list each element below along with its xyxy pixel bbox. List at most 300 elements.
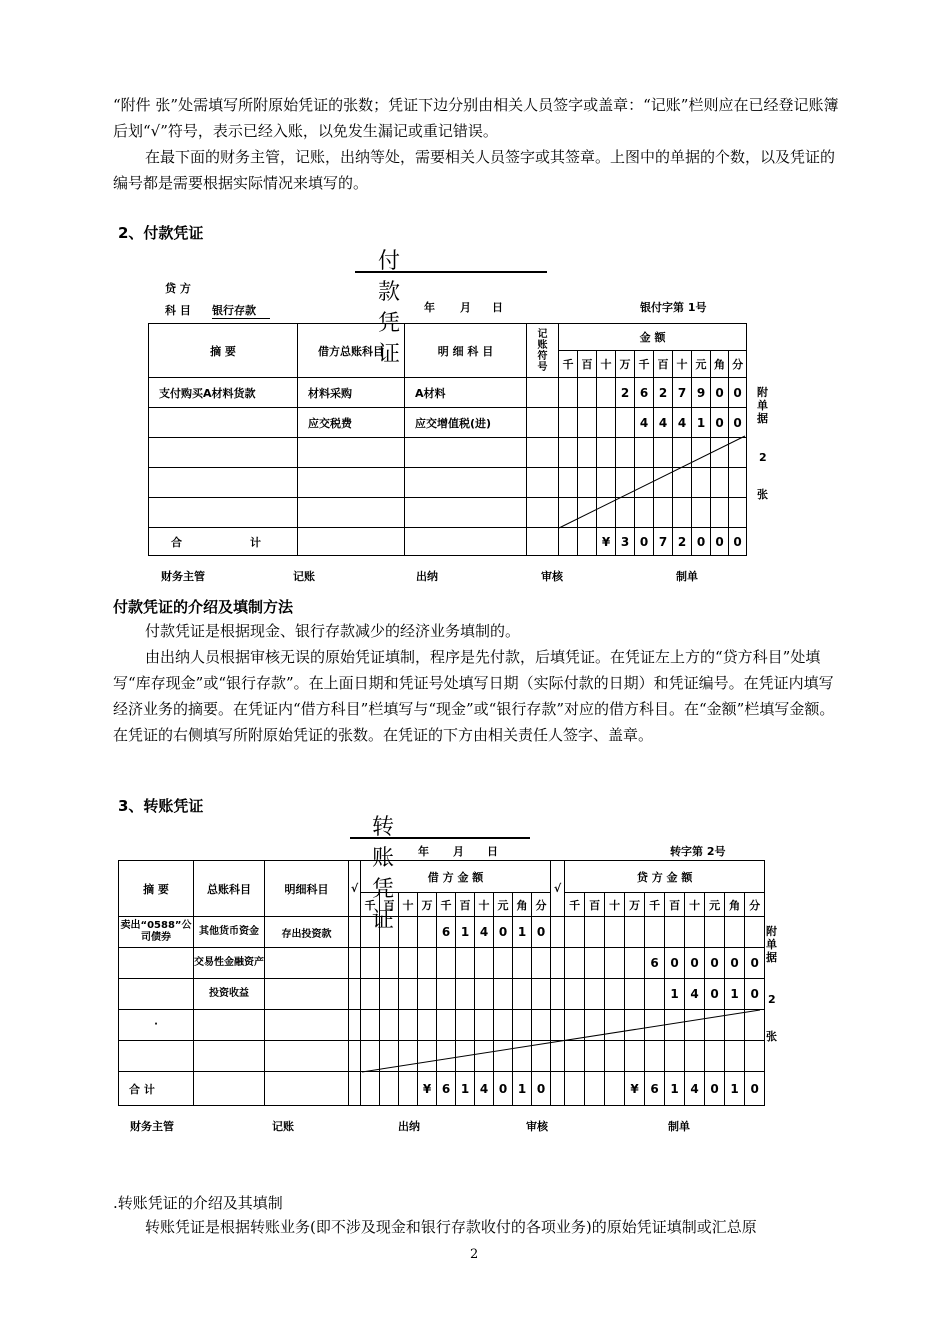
row-debit-digit <box>361 917 380 948</box>
row-check-debit <box>349 1041 361 1072</box>
row-debit-digit <box>475 1010 494 1041</box>
digit-header: 分 <box>729 351 747 378</box>
row-credit-digit <box>645 979 665 1010</box>
row-debit-digit <box>532 948 551 979</box>
row-digit <box>711 498 729 528</box>
row-debit-digit <box>437 948 456 979</box>
row-debit-digit <box>361 1010 380 1041</box>
row-digit <box>729 468 747 498</box>
row-check-credit <box>551 948 565 979</box>
row-summary <box>149 438 298 468</box>
t-footer-bookkeeper: 记账 <box>272 1120 294 1133</box>
day-label: 日 <box>492 301 503 314</box>
t-attach-label: 附单据 <box>766 925 777 964</box>
total-credit-digit: 1 <box>665 1072 685 1106</box>
row-digit <box>559 468 578 498</box>
row-debit-digit <box>532 1041 551 1072</box>
row-credit-digit <box>565 1010 585 1041</box>
row-credit-digit <box>605 1041 625 1072</box>
row-credit-digit <box>565 948 585 979</box>
row-debit-digit <box>475 1041 494 1072</box>
total-detail <box>405 528 527 556</box>
t-attach-count: 2 <box>768 993 776 1006</box>
row-summary <box>119 979 194 1010</box>
row-credit-digit <box>665 917 685 948</box>
row-detail <box>405 438 527 468</box>
total-detail <box>265 1072 349 1106</box>
row-debit-digit <box>399 1010 418 1041</box>
row-credit-digit <box>725 1010 745 1041</box>
row-digit <box>559 378 578 408</box>
row-credit-digit <box>585 1041 605 1072</box>
row-credit-digit <box>705 1041 725 1072</box>
footer-preparer: 制单 <box>676 570 698 583</box>
row-debit-digit: 1 <box>513 917 532 948</box>
digit-header: 十 <box>597 351 616 378</box>
payment-paragraph-2: 由出纳人员根据审核无误的原始凭证填制，程序是先付款，后填凭证。在凭证左上方的“贷方科目”处填写“库存现金”或“银行存款”。在上面日期和凭证号处填写日期（实际付款的日期）和凭证编号。在凭证内填写经济业务的摘要。在凭证内“借方科目”栏填写与“现金”或“银行存款”对应的借方科目。在“金额”栏填写金额。在凭证的右侧填写所附原始凭证的张数。在凭证的下方由相关责任人签字、盖章。 <box>113 648 835 744</box>
row-credit-digit: 1 <box>665 979 685 1010</box>
row-credit-digit <box>565 917 585 948</box>
total-debit-digit: 4 <box>475 1072 494 1106</box>
payment-voucher-table <box>148 323 747 556</box>
row-debit-digit <box>456 1010 475 1041</box>
row-digit: 0 <box>729 408 747 438</box>
row-debit-digit <box>513 1010 532 1041</box>
total-row <box>119 1072 765 1106</box>
row-debit-digit <box>418 948 437 979</box>
credit-digit-header: 百 <box>665 893 685 917</box>
row-digit: 0 <box>711 378 729 408</box>
row-digit <box>559 408 578 438</box>
row-digit <box>729 498 747 528</box>
t-footer-cashier: 出纳 <box>398 1120 420 1133</box>
t-col-check-debit: √ <box>349 861 361 917</box>
row-credit-digit <box>645 917 665 948</box>
total-label-2: 计 <box>250 535 261 549</box>
total-check-credit <box>551 1072 565 1106</box>
intro-text <box>113 92 839 196</box>
t-year-label: 年 <box>418 845 429 858</box>
payment-paragraph-1: 付款凭证是根据现金、银行存款减少的经济业务填制的。 <box>145 622 521 640</box>
row-credit-digit <box>625 979 645 1010</box>
row-check-debit <box>349 948 361 979</box>
row-debit-digit <box>399 948 418 979</box>
row-credit-digit: 4 <box>685 979 705 1010</box>
row-debit-digit <box>418 979 437 1010</box>
row-credit-digit <box>685 1010 705 1041</box>
credit-digit-header: 十 <box>685 893 705 917</box>
row-debit-digit: 6 <box>437 917 456 948</box>
digit-header: 百 <box>654 351 673 378</box>
table-row <box>119 917 765 948</box>
voucher-number: 银付字第 1号 <box>640 301 707 314</box>
row-digit: 0 <box>711 408 729 438</box>
row-account <box>298 438 405 468</box>
row-credit-digit <box>725 1041 745 1072</box>
t-voucher-number: 转字第 2号 <box>670 845 726 858</box>
total-debit-digit <box>361 1072 380 1106</box>
row-detail: 应交增值税(进) <box>405 408 527 438</box>
payment-intro-heading: 付款凭证的介绍及填制方法 <box>113 598 294 616</box>
t-col-account: 总账科目 <box>194 861 265 917</box>
row-digit <box>654 498 673 528</box>
row-debit-digit <box>532 979 551 1010</box>
total-label-1: 合 <box>171 535 182 549</box>
row-summary <box>149 408 298 438</box>
row-credit-digit <box>585 917 605 948</box>
row-debit-digit <box>399 1041 418 1072</box>
total-posted <box>527 528 559 556</box>
total-credit-digit <box>565 1072 585 1106</box>
t-col-detail: 明细科目 <box>265 861 349 917</box>
total-row <box>149 528 747 556</box>
row-check-credit <box>551 1041 565 1072</box>
row-debit-digit <box>513 1041 532 1072</box>
credit-digit-header: 万 <box>625 893 645 917</box>
total-credit-digit: 1 <box>725 1072 745 1106</box>
row-digit <box>692 498 711 528</box>
total-debit-digit: 1 <box>456 1072 475 1106</box>
row-debit-digit <box>456 1041 475 1072</box>
row-debit-digit <box>399 979 418 1010</box>
total-debit-digit: 1 <box>513 1072 532 1106</box>
debit-digit-header: 角 <box>513 893 532 917</box>
total-account <box>298 528 405 556</box>
row-digit <box>597 378 616 408</box>
row-detail: 存出投资款 <box>265 917 349 948</box>
row-debit-digit <box>437 979 456 1010</box>
row-credit-digit: 0 <box>665 948 685 979</box>
debit-digit-header: 百 <box>380 893 399 917</box>
total-debit-digit <box>399 1072 418 1106</box>
total-debit-digit: 0 <box>532 1072 551 1106</box>
row-digit: 6 <box>635 378 654 408</box>
total-credit-digit: 0 <box>745 1072 765 1106</box>
row-digit <box>635 468 654 498</box>
t-col-debit-amount: 借 方 金 额 <box>361 861 551 893</box>
page-number: 2 <box>470 1247 479 1262</box>
total-credit-digit <box>605 1072 625 1106</box>
row-digit: 0 <box>729 378 747 408</box>
row-digit <box>559 498 578 528</box>
row-digit <box>578 498 597 528</box>
row-account <box>194 1010 265 1041</box>
row-debit-digit <box>361 979 380 1010</box>
row-debit-digit <box>456 979 475 1010</box>
debit-digit-header: 千 <box>361 893 380 917</box>
row-digit <box>673 438 692 468</box>
row-detail <box>265 948 349 979</box>
row-digit <box>654 438 673 468</box>
total-debit-digit <box>380 1072 399 1106</box>
row-posted <box>527 408 559 438</box>
credit-digit-header: 十 <box>605 893 625 917</box>
debit-digit-header: 千 <box>437 893 456 917</box>
row-account: 其他货币资金 <box>194 917 265 948</box>
col-debit-account: 借方总账科目 <box>298 324 405 378</box>
row-credit-digit <box>585 1010 605 1041</box>
row-digit: 2 <box>616 378 635 408</box>
row-digit: 9 <box>692 378 711 408</box>
row-digit <box>635 438 654 468</box>
t-day-label: 日 <box>487 845 498 858</box>
row-summary: · <box>119 1010 194 1041</box>
total-digit: 3 <box>616 528 635 556</box>
row-credit-digit <box>585 948 605 979</box>
credit-label: 贷 方 <box>165 282 191 295</box>
table-row <box>149 408 747 438</box>
subject-label: 科 目 <box>165 304 191 317</box>
footer-cashier: 出纳 <box>416 570 438 583</box>
t-col-credit-amount: 贷 方 金 额 <box>565 861 765 893</box>
total-credit-digit: ¥ <box>625 1072 645 1106</box>
t-attach-unit: 张 <box>766 1030 777 1043</box>
row-check-credit <box>551 979 565 1010</box>
row-check-credit <box>551 1010 565 1041</box>
row-credit-digit <box>625 917 645 948</box>
row-credit-digit <box>625 1010 645 1041</box>
row-credit-digit <box>605 979 625 1010</box>
col-summary: 摘 要 <box>149 324 298 378</box>
row-debit-digit <box>513 979 532 1010</box>
total-credit-digit <box>585 1072 605 1106</box>
row-summary <box>149 498 298 528</box>
credit-digit-header: 元 <box>705 893 725 917</box>
intro-paragraph-1: “附件 张”处需填写所附原始凭证的张数；凭证下边分别由相关人员签字或盖章：“记账”栏则应在已经登记账簿后划“√”符号，表示已经入账，以免发生漏记或重记错误。 <box>113 96 839 140</box>
row-digit <box>578 468 597 498</box>
transfer-paragraph-1: 转账凭证是根据转账业务(即不涉及现金和银行存款收付的各项业务)的原始凭证填制或汇总原 <box>145 1218 757 1236</box>
row-credit-digit <box>745 917 765 948</box>
transfer-intro-heading: .转账凭证的介绍及其填制 <box>113 1194 283 1212</box>
row-account <box>298 468 405 498</box>
t-footer-preparer: 制单 <box>668 1120 690 1133</box>
row-debit-digit <box>494 948 513 979</box>
row-detail <box>265 979 349 1010</box>
attach-count: 2 <box>759 451 767 464</box>
footer-bookkeeper: 记账 <box>293 570 315 583</box>
row-account <box>298 498 405 528</box>
row-credit-digit <box>665 1010 685 1041</box>
total-digit <box>578 528 597 556</box>
title-underline-2 <box>350 837 530 839</box>
total-label <box>149 528 298 556</box>
row-digit <box>578 438 597 468</box>
row-credit-digit <box>685 1041 705 1072</box>
row-credit-digit <box>725 917 745 948</box>
total-label: 合 计 <box>119 1072 194 1106</box>
row-credit-digit: 0 <box>685 948 705 979</box>
credit-digit-header: 千 <box>565 893 585 917</box>
total-digit <box>559 528 578 556</box>
row-summary: 卖出“0588”公司债券 <box>119 917 194 948</box>
credit-digit-header: 百 <box>585 893 605 917</box>
row-detail <box>265 1010 349 1041</box>
row-debit-digit <box>494 1010 513 1041</box>
row-digit <box>597 498 616 528</box>
t-col-check-credit: √ <box>551 861 565 917</box>
payment-voucher-title: 付款凭证 <box>378 249 415 367</box>
total-debit-digit: ¥ <box>418 1072 437 1106</box>
row-check-debit <box>349 1010 361 1041</box>
row-credit-digit <box>745 1041 765 1072</box>
transfer-voucher-title: 转账凭证 <box>372 815 409 933</box>
total-account <box>194 1072 265 1106</box>
row-detail <box>265 1041 349 1072</box>
row-posted <box>527 498 559 528</box>
row-credit-digit: 6 <box>645 948 665 979</box>
row-check-credit <box>551 917 565 948</box>
row-detail <box>405 468 527 498</box>
row-digit <box>654 468 673 498</box>
row-digit <box>616 438 635 468</box>
t-col-summary: 摘 要 <box>119 861 194 917</box>
row-credit-digit: 0 <box>705 948 725 979</box>
row-debit-digit <box>475 948 494 979</box>
debit-digit-header: 十 <box>399 893 418 917</box>
row-credit-digit: 1 <box>725 979 745 1010</box>
table-row <box>119 1041 765 1072</box>
row-debit-digit <box>380 979 399 1010</box>
attach-label: 附单据 <box>757 386 768 425</box>
row-debit-digit <box>456 948 475 979</box>
row-credit-digit <box>685 917 705 948</box>
table-row <box>149 378 747 408</box>
total-debit-digit: 6 <box>437 1072 456 1106</box>
row-debit-digit: 1 <box>456 917 475 948</box>
row-digit <box>692 438 711 468</box>
row-digit <box>597 408 616 438</box>
row-debit-digit <box>437 1010 456 1041</box>
row-digit <box>692 468 711 498</box>
intro-paragraph-2: 在最下面的财务主管，记账，出纳等处，需要相关人员签字或其签章。上图中的单据的个数，以及凭证的编号都是需要根据实际情况来填写的。 <box>113 148 836 192</box>
total-digit: 7 <box>654 528 673 556</box>
row-digit: 4 <box>673 408 692 438</box>
month-label: 月 <box>460 301 471 314</box>
row-debit-digit <box>418 917 437 948</box>
row-check-debit <box>349 917 361 948</box>
debit-digit-header: 分 <box>532 893 551 917</box>
debit-digit-header: 十 <box>475 893 494 917</box>
row-credit-digit: 0 <box>725 948 745 979</box>
row-debit-digit <box>418 1041 437 1072</box>
digit-header: 百 <box>578 351 597 378</box>
row-digit <box>635 498 654 528</box>
row-detail: A材料 <box>405 378 527 408</box>
debit-digit-header: 元 <box>494 893 513 917</box>
row-account: 材料采购 <box>298 378 405 408</box>
row-digit: 1 <box>692 408 711 438</box>
row-credit-digit: 0 <box>705 979 725 1010</box>
title-underline <box>355 271 547 273</box>
total-digit: 0 <box>635 528 654 556</box>
col-posted-text: 记账符号 <box>537 328 548 373</box>
table-row <box>149 498 747 528</box>
table-row <box>119 979 765 1010</box>
transfer-voucher-table <box>118 860 765 1106</box>
row-digit <box>673 468 692 498</box>
row-digit <box>597 438 616 468</box>
row-debit-digit <box>418 1010 437 1041</box>
total-credit-digit: 6 <box>645 1072 665 1106</box>
row-credit-digit <box>625 1041 645 1072</box>
row-digit <box>711 438 729 468</box>
row-summary <box>149 468 298 498</box>
section3-heading: 3、转账凭证 <box>118 797 204 815</box>
digit-header: 十 <box>673 351 692 378</box>
debit-digit-header: 万 <box>418 893 437 917</box>
row-debit-digit <box>494 979 513 1010</box>
row-detail <box>405 498 527 528</box>
row-debit-digit <box>361 948 380 979</box>
row-account: 应交税费 <box>298 408 405 438</box>
year-label: 年 <box>424 301 435 314</box>
row-digit <box>578 408 597 438</box>
row-digit: 4 <box>635 408 654 438</box>
row-credit-digit <box>665 1041 685 1072</box>
row-summary <box>119 1041 194 1072</box>
table-row <box>119 1010 765 1041</box>
row-debit-digit <box>437 1041 456 1072</box>
total-digit: ¥ <box>597 528 616 556</box>
row-credit-digit <box>605 917 625 948</box>
row-summary <box>119 948 194 979</box>
row-credit-digit <box>565 979 585 1010</box>
row-digit: 4 <box>654 408 673 438</box>
row-debit-digit <box>532 1010 551 1041</box>
t-footer-manager: 财务主管 <box>130 1120 174 1133</box>
row-credit-digit <box>585 979 605 1010</box>
row-credit-digit: 0 <box>745 948 765 979</box>
row-credit-digit <box>605 1010 625 1041</box>
total-credit-digit: 0 <box>705 1072 725 1106</box>
transfer-intro-text <box>113 1214 839 1240</box>
digit-header: 万 <box>616 351 635 378</box>
row-debit-digit <box>380 1010 399 1041</box>
row-debit-digit: 4 <box>475 917 494 948</box>
row-debit-digit <box>361 1041 380 1072</box>
credit-digit-header: 千 <box>645 893 665 917</box>
total-debit-digit: 0 <box>494 1072 513 1106</box>
footer-manager: 财务主管 <box>161 570 205 583</box>
total-check-debit <box>349 1072 361 1106</box>
row-digit <box>616 468 635 498</box>
row-credit-digit <box>625 948 645 979</box>
row-debit-digit: 0 <box>494 917 513 948</box>
row-credit-digit <box>565 1041 585 1072</box>
row-posted <box>527 438 559 468</box>
credit-digit-header: 角 <box>725 893 745 917</box>
row-debit-digit <box>380 948 399 979</box>
row-credit-digit <box>705 1010 725 1041</box>
t-month-label: 月 <box>453 845 464 858</box>
row-digit: 7 <box>673 378 692 408</box>
row-credit-digit <box>645 1010 665 1041</box>
row-digit <box>616 408 635 438</box>
row-debit-digit <box>380 917 399 948</box>
row-posted <box>527 468 559 498</box>
row-debit-digit <box>494 1041 513 1072</box>
table-row <box>149 438 747 468</box>
row-account: 交易性金融资产 <box>194 948 265 979</box>
total-digit: 0 <box>711 528 729 556</box>
footer-reviewer: 审核 <box>541 570 563 583</box>
row-debit-digit <box>380 1041 399 1072</box>
row-posted <box>527 378 559 408</box>
digit-header: 角 <box>711 351 729 378</box>
row-digit <box>597 468 616 498</box>
row-credit-digit <box>645 1041 665 1072</box>
row-debit-digit: 0 <box>532 917 551 948</box>
